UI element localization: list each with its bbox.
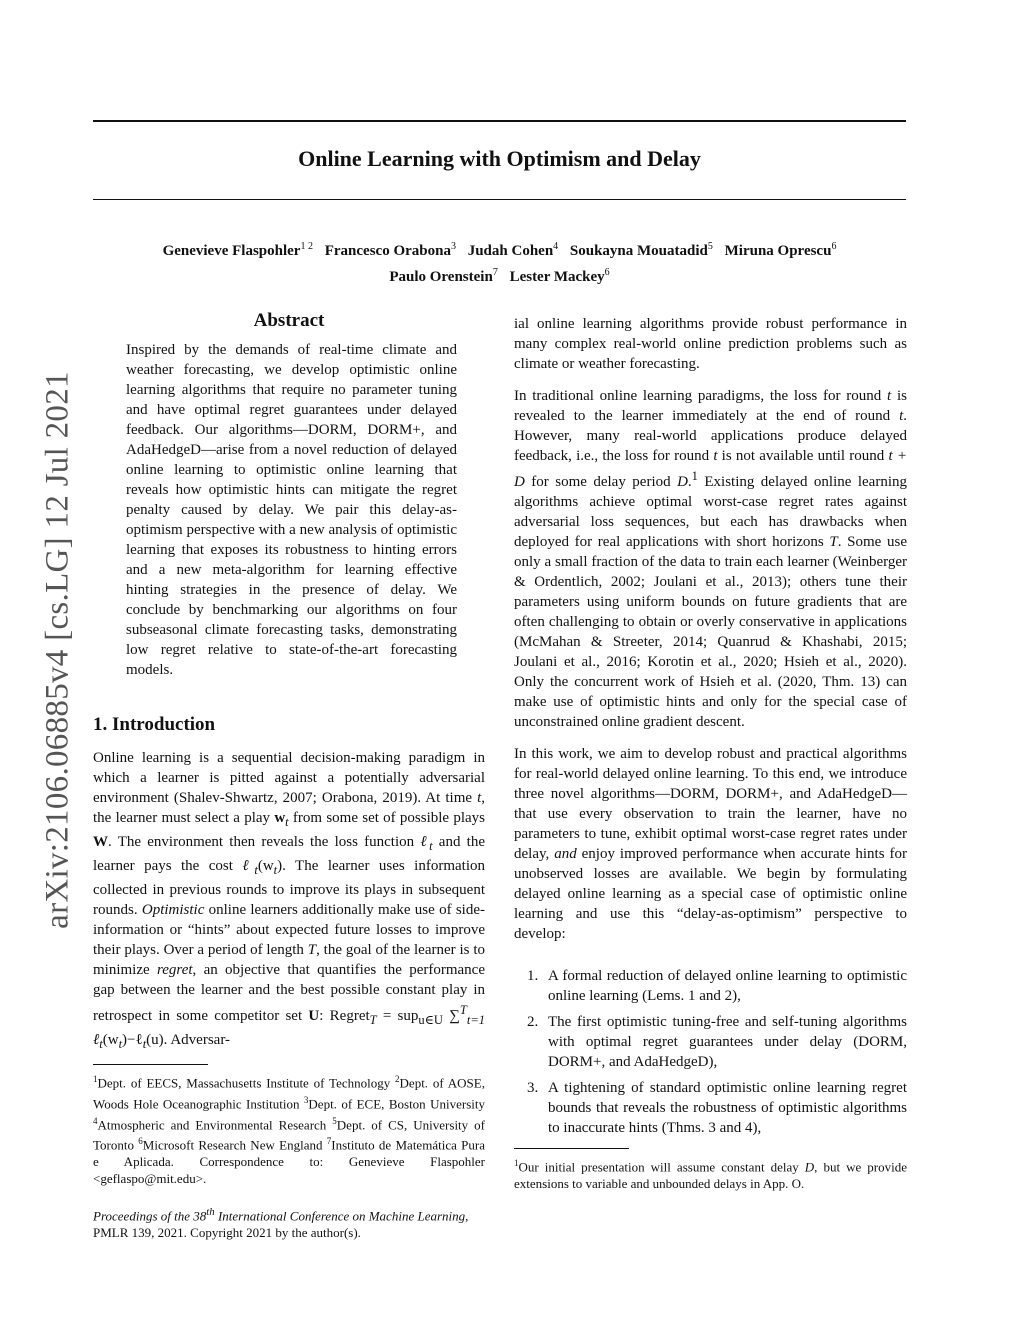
list-item: 3. A tightening of standard optimistic online learning regret bounds that reveals the robustness of optimistic algorithms to inaccurate hints (Thms. 3 and 4), [527, 1080, 907, 1136]
delay-footnote: $^1$Our initial presentation will assume constant delay D, but we provide extensions to variable and unbounded delays in App. O. [514, 1158, 907, 1191]
proceedings-note: Proceedings of the 38th International Conference on Machine Learning, PMLR 139, 2021. Copyright 2021 by the author(s). [93, 1206, 469, 1241]
author: Paulo Orenstein$^7$ [389, 267, 498, 285]
footnote-rule [93, 1064, 208, 1065]
section-heading-introduction: 1. Introduction [93, 714, 216, 735]
arxiv-identifier: arXiv:2106.06885v4 [cs.LG] 12 Jul 2021 [39, 371, 76, 929]
title-rule-top [93, 120, 906, 122]
abstract-text: Inspired by the demands of real-time climate and weather forecasting, we develop optimistic online learning algorithms that require no parameter tuning and have optimal regret guarantees under delayed feedback. Our algorithms—DORM, DORM+, and AdaHedgeD—arise from a novel reduction of delayed online learning to optimistic online learning that reveals how optimistic hints can mitigate the regret penalty caused by delay. We pair this delay-as-optimism perspective with a new analysis of optimistic learning that exposes its robustness to hinting errors and a new meta-algorithm for learning effective hinting strategies in the presence of delay. We conclude by benchmarking our algorithms on four subseasonal climate forecasting tasks, demonstrating low regret relative to state-of-the-art forecasting models. [126, 342, 457, 678]
body-paragraph: In this work, we aim to develop robust and practical algorithms for real-world delayed online learning. To this end, we introduce three novel algorithms—DORM, DORM+, and AdaHedgeD—that use every observation to train the learner, have no parameters to tune, exhibit optimal worst-case regret rates under delay, and enjoy improved performance when accurate hints for unobserved losses are available. We begin by formulating delayed online learning as a special case of optimistic online learning and use this “delay-as-optimism” perspective to develop: [514, 746, 907, 942]
intro-paragraph: Online learning is a sequential decision-making paradigm in which a learner is pitted against a potentially adversarial environment (Shalev-Shwartz, 2007; Orabona, 2019). At time t, the learner must select a play $w_t$ from some set of possible plays W. The environment then reveals the loss function ℓ$_t$ and the learner pays the cost $\ell_t(w_t)$. The learner uses information collected in previous rounds to improve its plays in subsequent rounds. Optimistic online learners additionally make use of side-information or “hints” about expected future losses to improve their plays. Over a period of length T, the goal of the learner is to minimize regret, an objective that quantifies the performance gap between the learner and the best possible constant play in retrospect in some competitor set U: Regret$_T$ = sup$_{u\in U}$ ∑$^T_{t=1}$ $\ell_t(w_t)-\ell_t(u)$. Adversar- [93, 750, 486, 1051]
affiliations-footnote: $^1$Dept. of EECS, Massachusetts Institute of Technology $^2$Dept. of AOSE, Woods Hole Oceanographic Institution $^3$Dept. of ECE, Boston University $^4$Atmospheric and Environmental Research $^5$Dept. of CS, University of Toronto $^6$Microsoft Research New England $^7$Instituto de Matemática Pura e Aplicada. Correspondence to: Genevieve Flaspohler <geflaspo@mit.edu>. [93, 1074, 485, 1186]
author: Judah Cohen$^4$ [467, 241, 559, 259]
body-paragraph: In traditional online learning paradigms, the loss for round t is revealed to the learner immediately at the end of round t. However, many real-world applications produce delayed feedback, i.e., the loss for round t is not available until round t + D for some delay period D.$^1$ Existing delayed online learning algorithms achieve optimal worst-case regret rates against adversarial loss sequences, but each has drawbacks when deployed for real applications with short horizons T. Some use only a small fraction of the data to train each learner (Weinberger & Ordentlich, 2002; Joulani et al., 2013); others tune their parameters using uniform bounds on future gradients that are often challenging to obtain or overly conservative in applications (McMahan & Streeter, 2014; Quanrud & Khashabi, 2015; Joulani et al., 2016; Korotin et al., 2020; Hsieh et al., 2020). Only the concurrent work of Hsieh et al. (2020, Thm. 13) can make use of optimistic hints and only for the special case of unconstrained online gradient descent. [514, 388, 907, 730]
author: Soukayna Mouatadid$^5$ [569, 241, 713, 259]
title-rule-bottom [93, 199, 906, 200]
left-column [93, 310, 485, 1242]
abstract-heading: Abstract [253, 310, 325, 331]
right-column [514, 314, 907, 1192]
footnote-rule [514, 1148, 629, 1149]
list-item: 2. The first optimistic tuning-free and self-tuning algorithms with optimal regret guarantees under delay (DORM, DORM+, and AdaHedgeD), [527, 1014, 907, 1070]
list-item: 1. A formal reduction of delayed online learning to optimistic online learning (Lems. 1 and 2), [527, 968, 907, 1004]
author: Miruna Oprescu$^6$ [724, 241, 837, 259]
author: Genevieve Flaspohler$^{1 2}$ [162, 241, 313, 259]
footnote-marker: 1 [691, 469, 698, 483]
paper-title: Online Learning with Optimism and Delay [298, 146, 701, 171]
author: Francesco Orabona$^3$ [324, 241, 456, 259]
author: Lester Mackey$^6$ [509, 267, 610, 285]
author-list [93, 236, 906, 288]
contribution-list [514, 966, 907, 1138]
body-paragraph: ial online learning algorithms provide robust performance in many complex real-world online prediction problems such as climate or weather forecasting. [514, 316, 907, 372]
